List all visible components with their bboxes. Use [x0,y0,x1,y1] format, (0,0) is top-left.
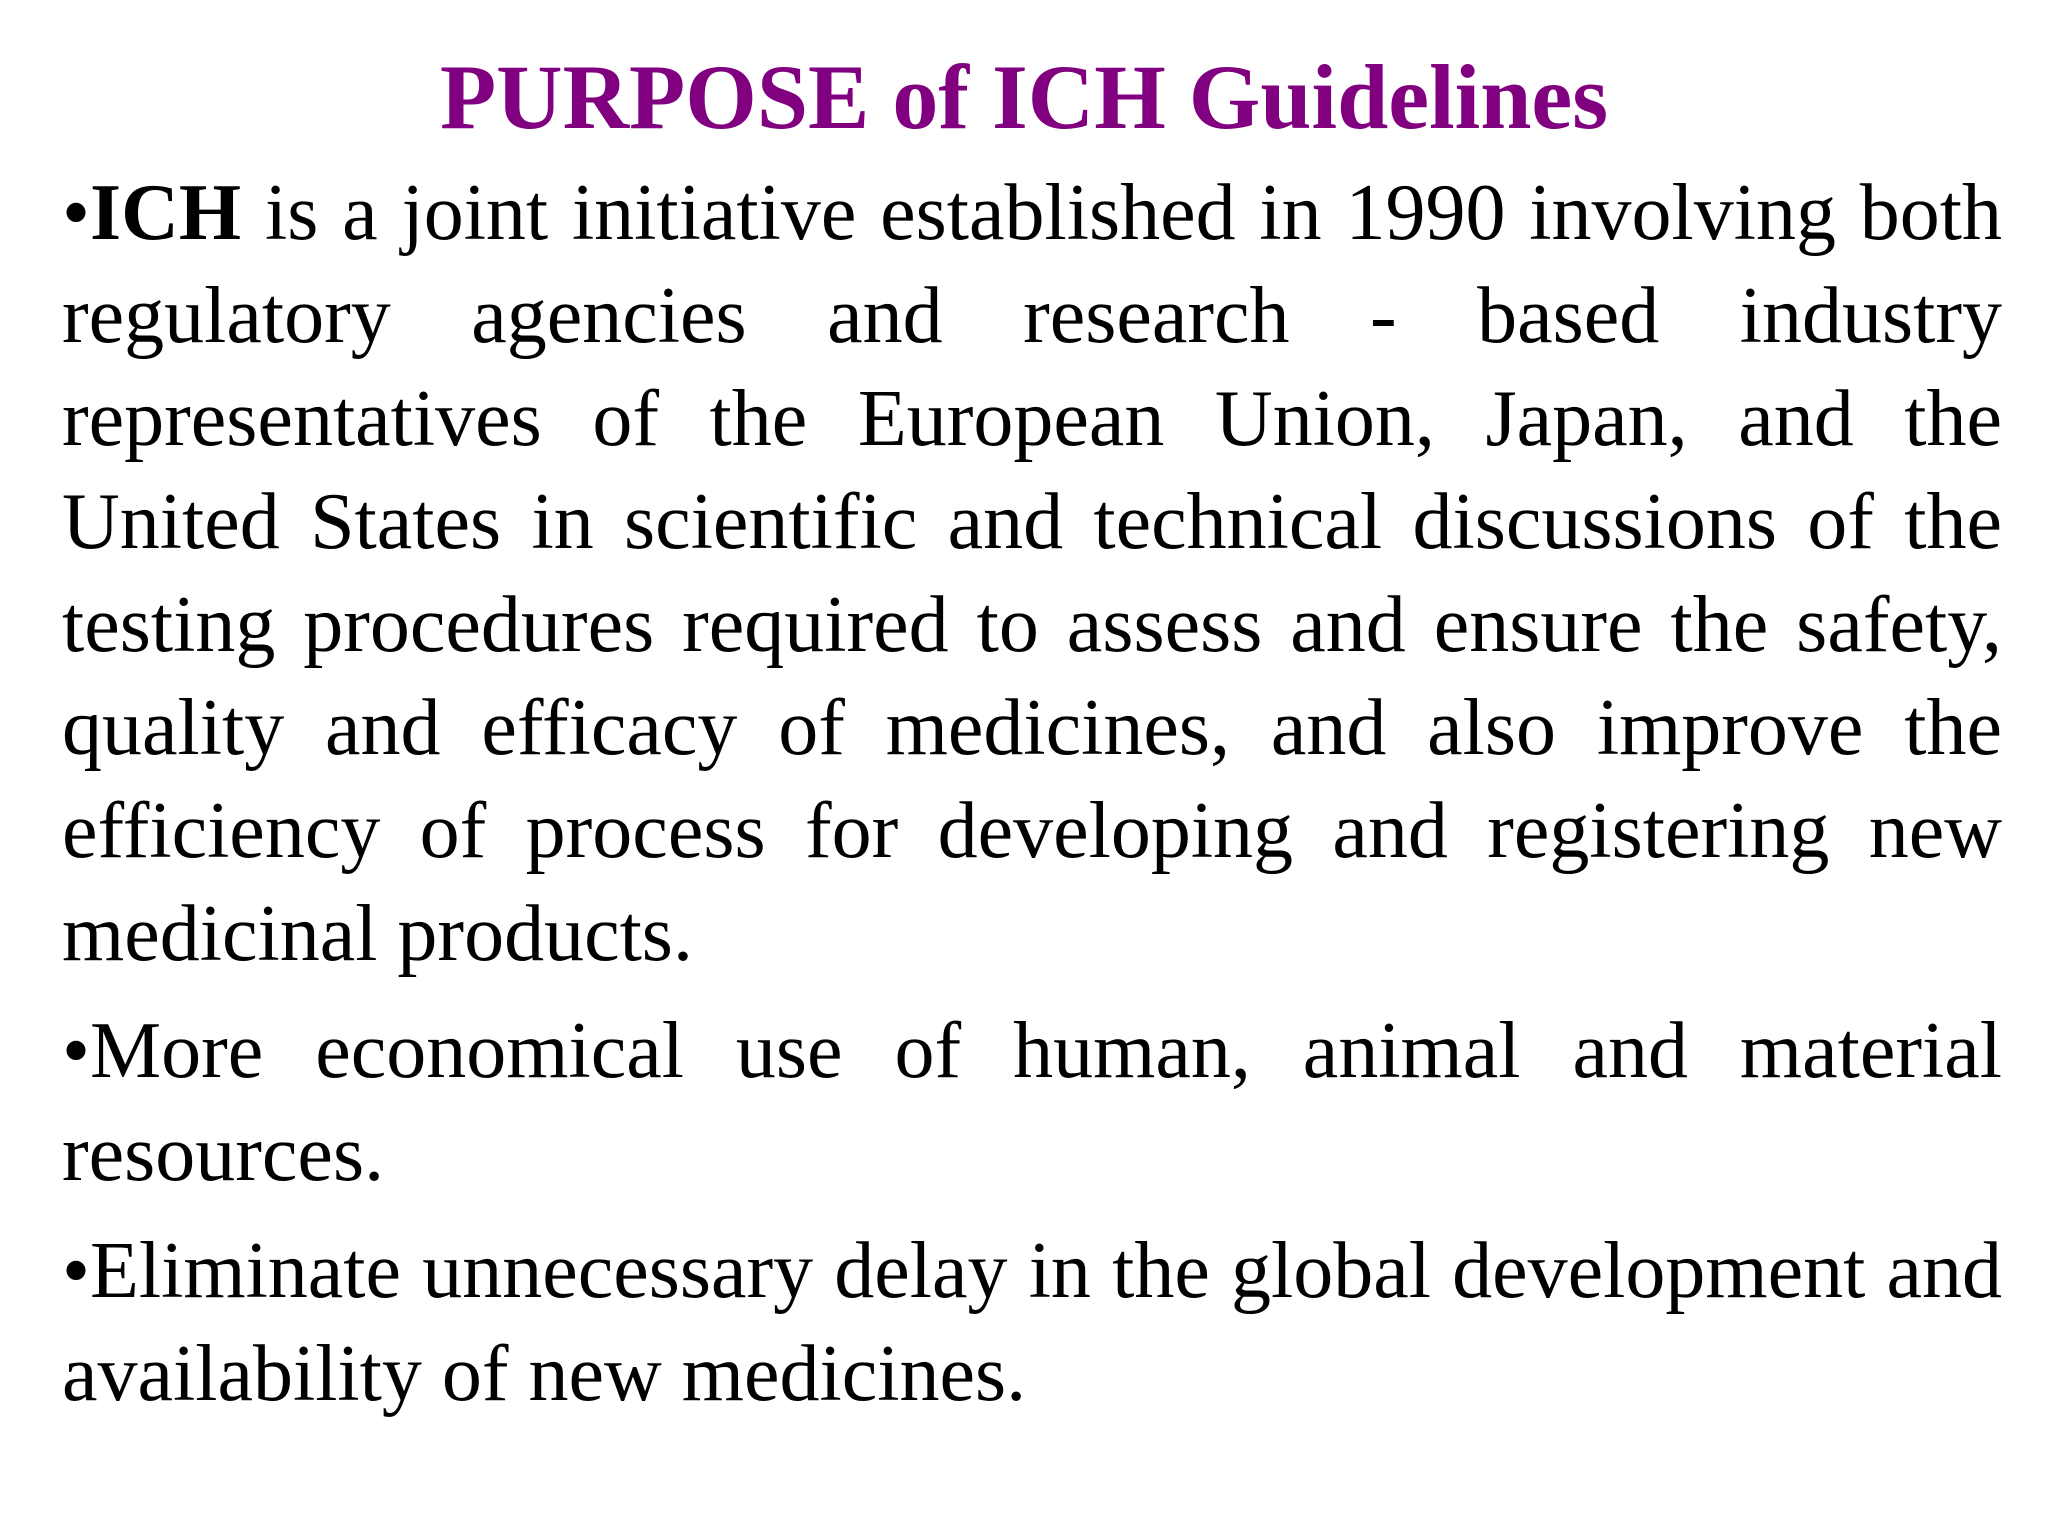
bullet-glyph: • [62,169,91,257]
bullet-text: is a joint initiative established in 1990 involving both regulatory agencies and research - based industry representatives of the European Union, Japan, and the United States in scientific and technical discussions of the testing procedures required to assess and ensure the safety, quality and efficacy of medicines, and also improve the efficiency of process for developing and registering new medicinal products. [62,169,2002,978]
bullet-list [62,162,2002,1426]
bullet-glyph: • [62,1227,91,1315]
bullet-lead-term: ICH [90,169,242,257]
slide-title: PURPOSE of ICH Guidelines [439,46,1608,148]
bullet-glyph: • [62,1007,91,1095]
bullet-item-resources [62,1000,2002,1206]
bullet-item-delay [62,1220,2002,1426]
bullet-text: Eliminate unnecessary delay in the global development and availability of new medicines. [62,1227,2002,1418]
bullet-item-ich [62,162,2002,986]
bullet-text: More economical use of human, animal and material resources. [62,1007,2002,1198]
